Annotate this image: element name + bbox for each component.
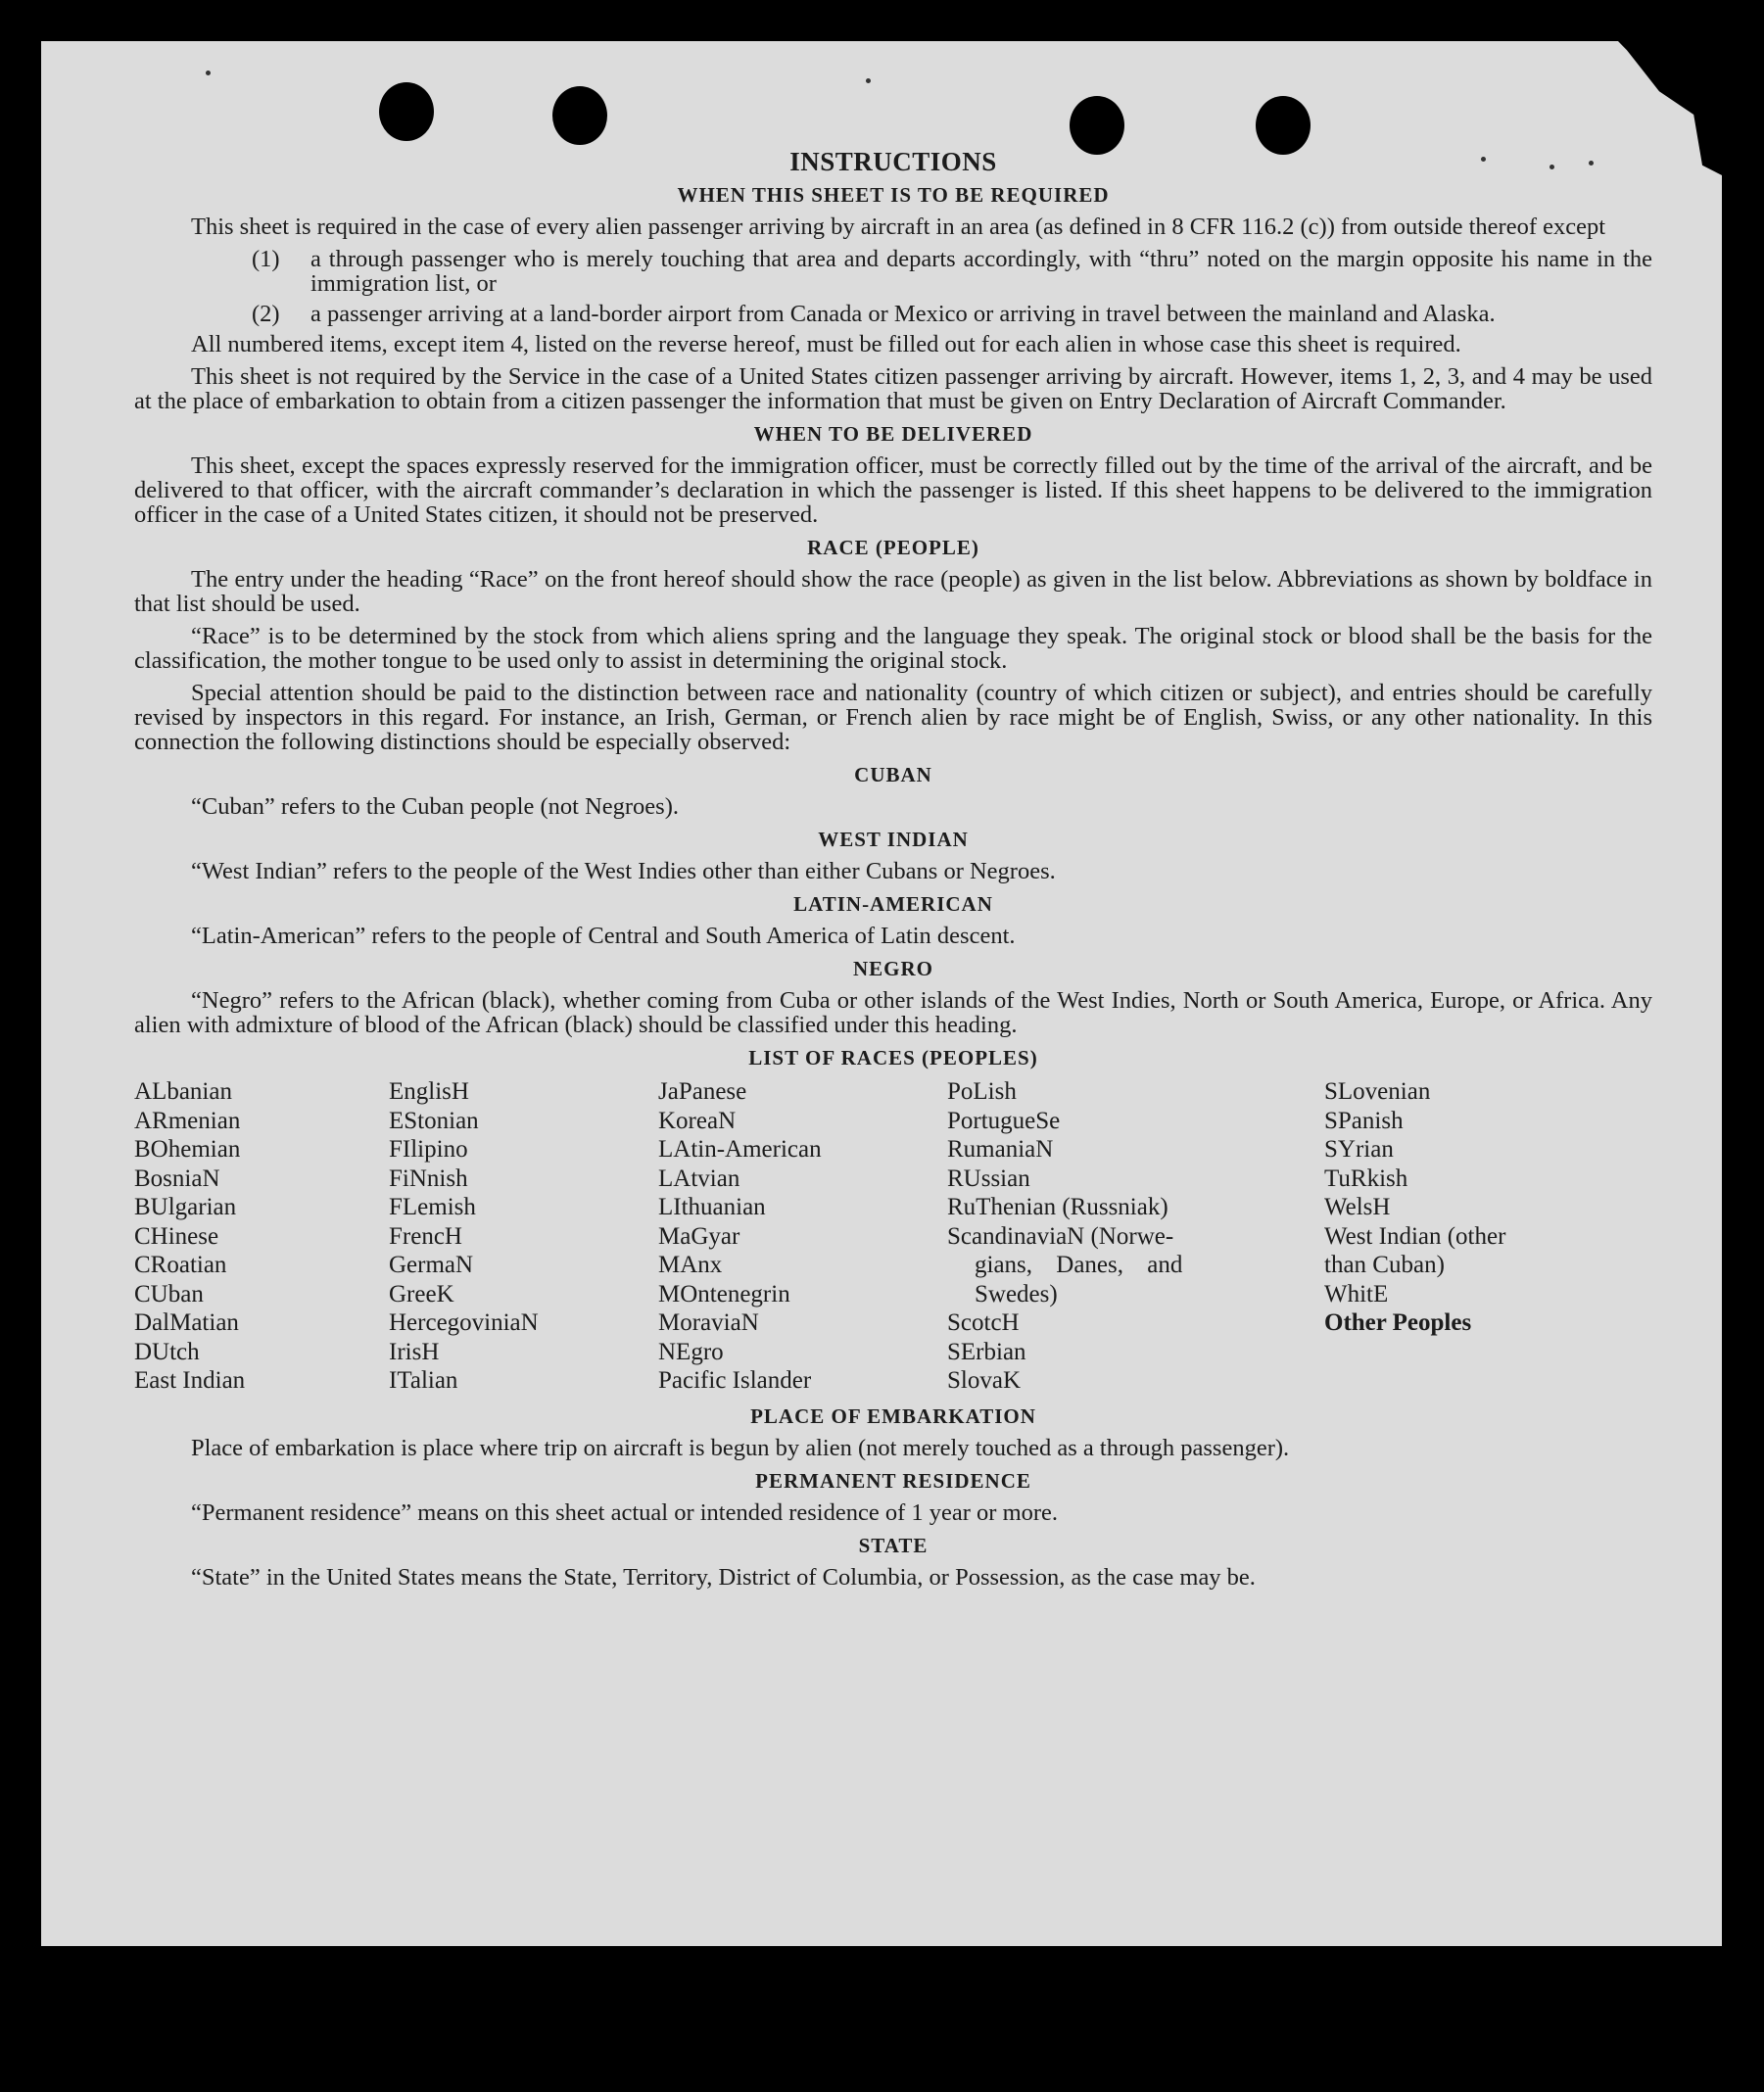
race-entry: TuRkish [1324, 1165, 1408, 1192]
race-entry: MOntenegrin [658, 1280, 790, 1308]
race-entry: ScotcH [947, 1309, 1020, 1336]
heading-permanent-residence: PERMANENT RESIDENCE [755, 1468, 1031, 1493]
race-entry: ScandinaviaN (Norwe- [947, 1222, 1174, 1250]
race-entry: Other Peoples [1324, 1309, 1472, 1336]
paragraph: “Latin-American” refers to the people of Central and South America of Latin descent. [191, 923, 1016, 949]
item-text: a passenger arriving at a land-border airport from Canada or Mexico or arriving in travel between the mainland and Alaska. [310, 301, 1496, 327]
document-sheet [41, 41, 1722, 1946]
paragraph: “Race” is to be determined by the stock from which aliens spring and the language they speak. The original stock or blood shall be the basis for the classification, the mother tongue to be used only to assist in determining the original stock. [134, 623, 1652, 674]
heading-embarkation: PLACE OF EMBARKATION [750, 1403, 1036, 1428]
race-entry: ITalian [389, 1367, 458, 1394]
race-entry: DalMatian [134, 1309, 239, 1336]
race-entry: JaPanese [658, 1078, 747, 1105]
races-column [658, 1077, 947, 1396]
heading-race: RACE (PEOPLE) [807, 536, 979, 559]
race-entry: MoraviaN [658, 1309, 759, 1336]
races-column [389, 1077, 658, 1396]
race-entry: EnglisH [389, 1078, 469, 1105]
heading-cuban: CUBAN [854, 763, 932, 786]
race-entry: than Cuban) [1324, 1252, 1445, 1278]
race-entry: WelsH [1324, 1194, 1391, 1220]
heading-latin-american: LATIN-AMERICAN [793, 892, 993, 916]
race-entry: Swedes) [975, 1280, 1058, 1308]
race-entry: SlovaK [947, 1367, 1021, 1394]
paragraph: Place of embarkation is place where trip on aircraft is begun by alien (not merely touched as a through passenger). [191, 1434, 1290, 1461]
race-entry: SYrian [1324, 1136, 1394, 1163]
race-entry: CRoatian [134, 1252, 227, 1278]
race-entry: DUtch [134, 1338, 200, 1365]
item-number: (1) [252, 246, 280, 272]
heading-when-delivered: WHEN TO BE DELIVERED [753, 422, 1033, 446]
races-column [1324, 1077, 1618, 1396]
race-entry: gians, Danes, and [975, 1252, 1183, 1278]
race-entry: SPanish [1324, 1107, 1404, 1134]
speck [206, 71, 211, 75]
paragraph: “Permanent residence” means on this sheet actual or intended residence of 1 year or more. [191, 1498, 1059, 1526]
paragraph: All numbered items, except item 4, listed on the reverse hereof, must be filled out for each alien in whose case this sheet is required. [191, 331, 1461, 357]
race-entry: Pacific Islander [658, 1367, 812, 1394]
race-entry: ALbanian [134, 1078, 232, 1105]
races-list [134, 1077, 1652, 1396]
race-entry: GreeK [389, 1280, 454, 1308]
paragraph: Special attention should be paid to the distinction between race and nationality (country of which citizen or subject), and entries should be carefully revised by inspectors in this regard. For instance, an Irish, German, or French alien by race might be of English, Swiss, or any other nationality. In this connection the following distinctions should be especially observed: [134, 680, 1652, 755]
race-entry: RUssian [947, 1165, 1030, 1192]
paragraph: The entry under the heading “Race” on the front hereof should show the race (people) as given in the list below. Abbreviations as shown by boldface in that list should be used. [134, 566, 1652, 617]
race-entry: GermaN [389, 1252, 474, 1278]
paragraph: This sheet is not required by the Service in the case of a United States citizen passenger arriving by aircraft. However, items 1, 2, 3, and 4 may be used at the place of embarkation to obtain from a citizen passenger the information that must be given on Entry Declaration of Aircraft Commander. [134, 363, 1652, 414]
race-entry: MaGyar [658, 1222, 740, 1250]
list-item [134, 247, 1652, 296]
list-item [134, 302, 1652, 326]
race-entry: BosniaN [134, 1165, 220, 1192]
race-entry: LAtin-American [658, 1136, 822, 1163]
race-entry: ARmenian [134, 1107, 241, 1134]
page-title: INSTRUCTIONS [789, 147, 997, 176]
race-entry: CHinese [134, 1222, 219, 1250]
race-entry: West Indian (other [1324, 1222, 1506, 1250]
race-entry: NEgro [658, 1338, 724, 1365]
paragraph: “State” in the United States means the State, Territory, District of Columbia, or Possession, as the case may be. [191, 1563, 1256, 1591]
heading-list-of-races: LIST OF RACES (PEOPLES) [748, 1046, 1038, 1070]
race-entry: IrisH [389, 1338, 440, 1365]
race-entry: WhitE [1324, 1280, 1389, 1308]
paragraph: “Cuban” refers to the Cuban people (not Negroes). [191, 793, 679, 820]
race-entry: BUlgarian [134, 1194, 237, 1220]
race-entry: PoLish [947, 1078, 1017, 1105]
race-entry: PortugueSe [947, 1107, 1061, 1134]
race-entry: FIlipino [389, 1136, 468, 1163]
races-column [134, 1077, 389, 1396]
race-entry: RuThenian (Russniak) [947, 1194, 1168, 1220]
heading-when-required: WHEN THIS SHEET IS TO BE REQUIRED [677, 183, 1110, 207]
race-entry: HercegoviniaN [389, 1309, 539, 1336]
paragraph: This sheet, except the spaces expressly reserved for the immigration officer, must be correctly filled out by the time of the arrival of the aircraft, and be delivered to that officer, with the aircraft commander’s declaration in which the passenger is listed. If this sheet happens to be delivered to the immigration officer in the case of a United States citizen, it should not be preserved. [134, 452, 1652, 528]
race-entry: FrencH [389, 1222, 462, 1250]
race-entry: MAnx [658, 1252, 723, 1278]
paragraph: “Negro” refers to the African (black), whether coming from Cuba or other islands of the West Indies, North or South America, Europe, or Africa. Any alien with admixture of blood of the African (black) should be classified under this heading. [134, 987, 1652, 1038]
race-entry: CUban [134, 1280, 204, 1308]
speck [866, 78, 871, 83]
heading-negro: NEGRO [852, 957, 933, 980]
race-entry: EStonian [389, 1107, 479, 1134]
race-entry: BOhemian [134, 1136, 241, 1163]
paragraph: “West Indian” refers to the people of the West Indies other than either Cubans or Negroes. [191, 858, 1056, 884]
heading-west-indian: WEST INDIAN [818, 828, 969, 851]
race-entry: FLemish [389, 1194, 476, 1220]
race-entry: RumaniaN [947, 1136, 1054, 1163]
item-text: a through passenger who is merely touching that area and departs accordingly, with “thru” noted on the margin opposite his name in the immigration list, or [310, 246, 1652, 297]
instructions-content [134, 105, 1652, 1597]
paragraph: This sheet is required in the case of every alien passenger arriving by aircraft in an area (as defined in 8 CFR 116.2 (c)) from outside thereof except [191, 214, 1606, 240]
item-number: (2) [252, 301, 280, 327]
race-entry: SLovenian [1324, 1078, 1431, 1105]
races-column [947, 1077, 1324, 1396]
race-entry: LIthuanian [658, 1194, 766, 1220]
heading-state: STATE [858, 1533, 929, 1557]
race-entry: LAtvian [658, 1165, 740, 1192]
race-entry: SErbian [947, 1338, 1026, 1365]
race-entry: FiNnish [389, 1165, 468, 1192]
race-entry: KoreaN [658, 1107, 737, 1134]
race-entry: East Indian [134, 1367, 246, 1394]
